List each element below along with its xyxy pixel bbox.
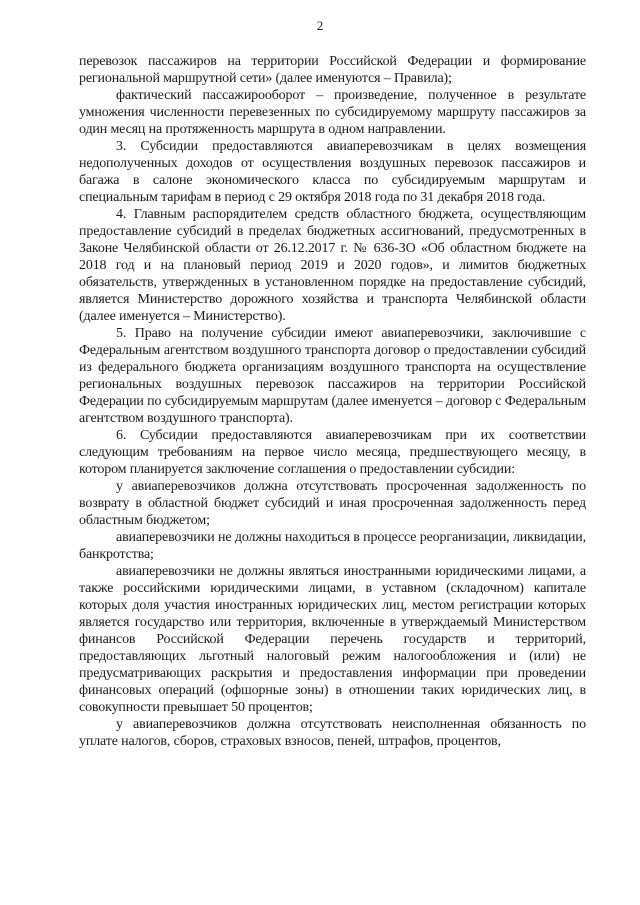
paragraph-requirement-no-tax-debt: у авиаперевозчиков должна отсутствовать неисполненная обязанность по уплате налогов, сборов, страховых взносов, пеней, штрафов, процентов,	[79, 717, 586, 749]
paragraph-requirement-overdue-debt: у авиаперевозчиков должна отсутствовать просроченная задолженность по возврату в областной бюджет субсидий и иная просроченная задолженность перед областным бюджетом;	[79, 479, 586, 528]
paragraph-item-5: 5. Право на получение субсидии имеют авиаперевозчики, заключившие с Федеральным агентством воздушного транспорта договор о предоставлении субсидий из федерального бюджета организациям воздушного транспорта на осуществление региональных воздушных перевозок пассажиров на территории Российской Федерации по субсидируемым маршрутам (далее именуется – договор с Федеральным агентством воздушного транспорта).	[79, 326, 586, 426]
paragraph-requirement-no-foreign-entities: авиаперевозчики не должны являться иностранными юридическими лицами, а также российскими юридическими лицами, в уставном (складочном) капитале которых доля участия иностранных юридических лиц, местом регистрации которых является государство или территория, включенные в утверждаемый Министерством финансов Российской Федерации перечень государств и территорий, предоставляющих льготный налоговый режим налогообложения и (или) не предусматривающих раскрытия и предоставления информации при проведении финансовых операций (офшорные зоны) в отношении таких юридических лиц, в совокупности превышает 50 процентов;	[79, 564, 586, 715]
document-body	[79, 53, 586, 750]
paragraph-item-4: 4. Главным распорядителем средств областного бюджета, осуществляющим предоставление субсидий в пределах бюджетных ассигнований, предусмотренных в Законе Челябинской области от 26.12.2017 г. № 636-ЗО «Об областном бюджете на 2018 год и на плановый период 2019 и 2020 годов», и лимитов бюджетных обязательств, утвержденных в установленном порядке на предоставление субсидий, является Министерство дорожного хозяйства и транспорта Челябинской области (далее именуется – Министерство).	[79, 207, 586, 324]
page-number: 2	[316, 18, 324, 33]
paragraph-rules-continuation: перевозок пассажиров на территории Российской Федерации и формирование региональной маршрутной сети» (далее именуются – Правила);	[79, 54, 586, 86]
paragraph-requirement-no-reorganization: авиаперевозчики не должны находиться в процессе реорганизации, ликвидации, банкротства;	[79, 530, 586, 562]
paragraph-passenger-turnover: фактический пассажирооборот – произведение, полученное в результате умножения численности перевезенных по субсидируемому маршруту пассажиров за один месяц на протяженность маршрута в одном направлении.	[79, 88, 586, 137]
paragraph-item-3: 3. Субсидии предоставляются авиаперевозчикам в целях возмещения недополученных доходов от осуществления воздушных перевозок пассажиров и багажа в салоне экономического класса по субсидируемым маршрутам и специальным тарифам в период с 29 октября 2018 года по 31 декабря 2018 года.	[79, 139, 586, 205]
paragraph-item-6: 6. Субсидии предоставляются авиаперевозчикам при их соответствии следующим требованиям на первое число месяца, предшествующего месяцу, в котором планируется заключение соглашения о предоставлении субсидии:	[79, 428, 586, 477]
